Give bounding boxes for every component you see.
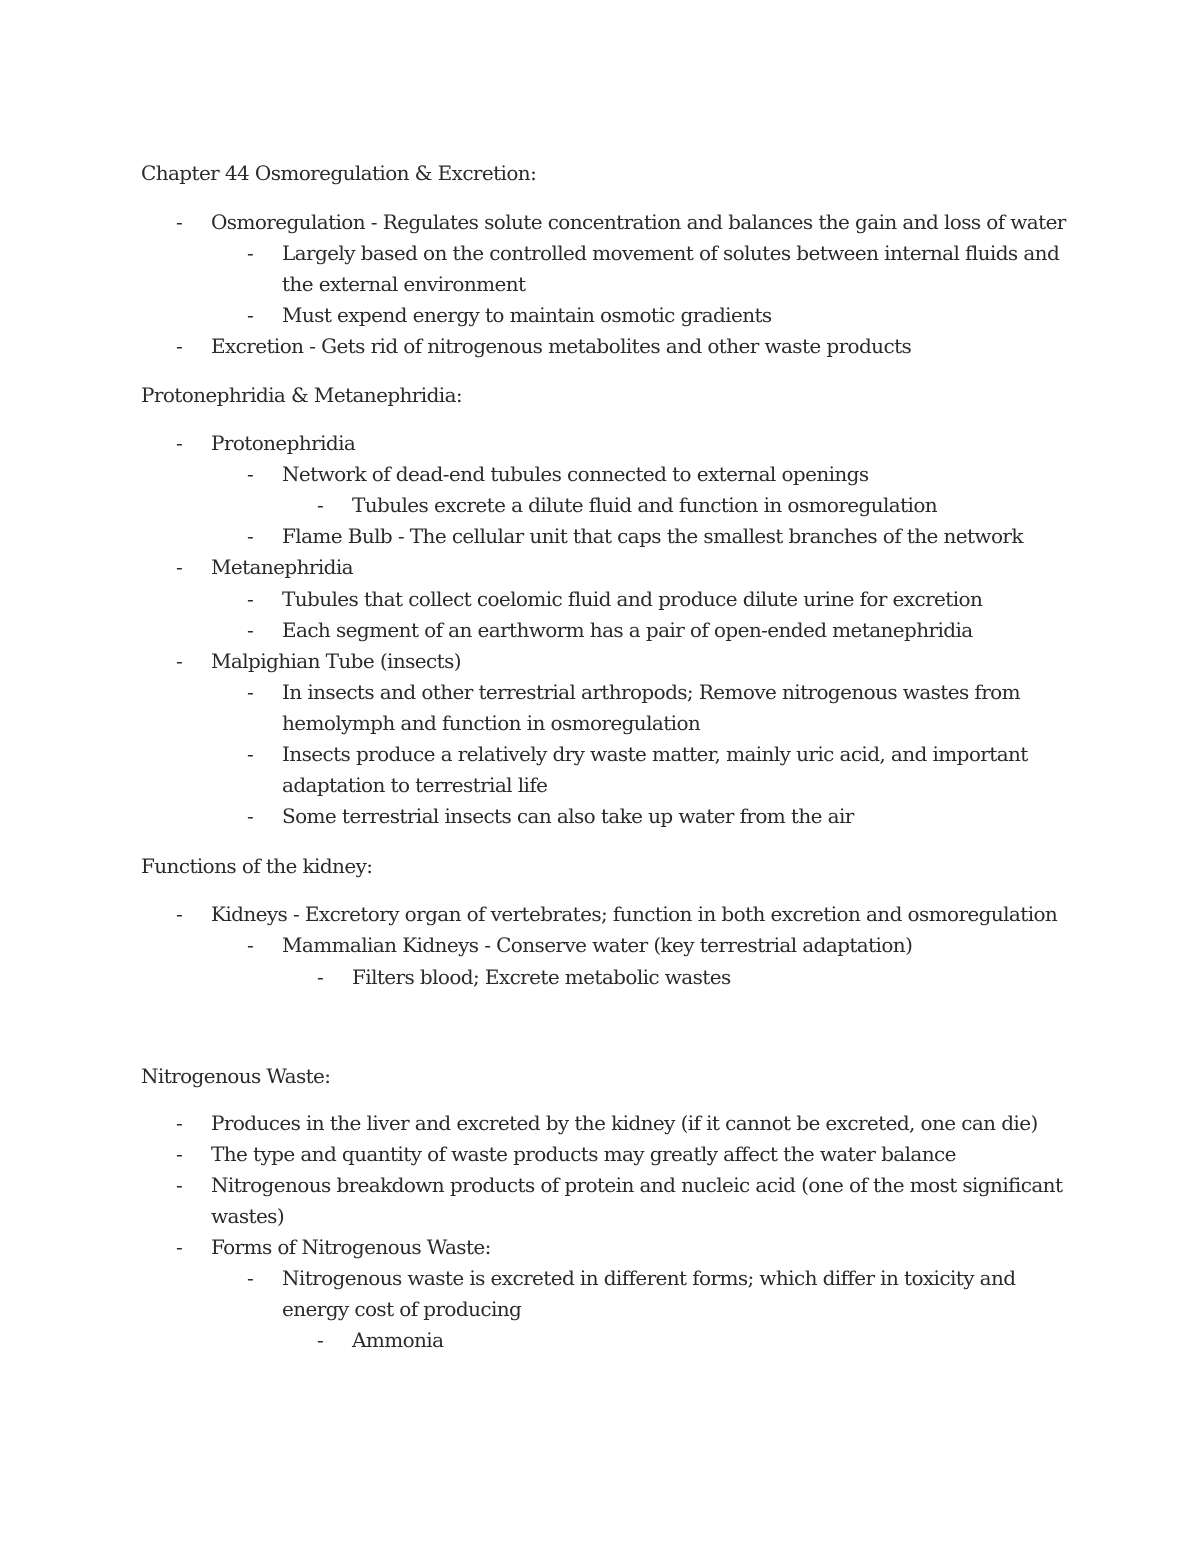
bullet-dash: - (176, 1235, 183, 1259)
bullet-dash: - (176, 334, 183, 358)
list-item-text: Flame Bulb - The cellular unit that caps the smallest branches of the network (282, 524, 1023, 548)
bullet-dash: - (247, 462, 254, 486)
section-heading: Nitrogenous Waste: (141, 1064, 331, 1088)
list-item-text: Osmoregulation - Regulates solute concentration and balances the gain and loss of water (211, 210, 1066, 234)
list-item-text: energy cost of producing (282, 1297, 522, 1321)
bullet-dash: - (247, 587, 254, 611)
bullet-dash: - (247, 241, 254, 265)
list-item-text: Mammalian Kidneys - Conserve water (key terrestrial adaptation) (282, 933, 913, 957)
bullet-dash: - (247, 1266, 254, 1290)
bullet-dash: - (317, 965, 324, 989)
list-item-text: wastes) (211, 1204, 285, 1228)
list-item-text: Network of dead-end tubules connected to external openings (282, 462, 869, 486)
list-item-text: The type and quantity of waste products may greatly affect the water balance (211, 1142, 956, 1166)
list-item-text: the external environment (282, 272, 526, 296)
list-item-text: Tubules that collect coelomic fluid and produce dilute urine for excretion (282, 587, 983, 611)
list-item-text: Each segment of an earthworm has a pair of open-ended metanephridia (282, 618, 973, 642)
bullet-dash: - (247, 303, 254, 327)
list-item-text: Produces in the liver and excreted by the kidney (if it cannot be excreted, one can die) (211, 1111, 1038, 1135)
bullet-dash: - (176, 1173, 183, 1197)
list-item-text: Some terrestrial insects can also take up water from the air (282, 804, 854, 828)
bullet-dash: - (176, 1111, 183, 1135)
bullet-dash: - (176, 431, 183, 455)
bullet-dash: - (176, 210, 183, 234)
bullet-dash: - (247, 933, 254, 957)
bullet-dash: - (176, 649, 183, 673)
list-item-text: Largely based on the controlled movement of solutes between internal fluids and (282, 241, 1060, 265)
bullet-dash: - (247, 618, 254, 642)
list-item-text: Insects produce a relatively dry waste matter, mainly uric acid, and important (282, 742, 1028, 766)
list-item-text: Tubules excrete a dilute fluid and function in osmoregulation (352, 493, 938, 517)
bullet-dash: - (317, 1328, 324, 1352)
list-item-text: Forms of Nitrogenous Waste: (211, 1235, 491, 1259)
bullet-dash: - (176, 1142, 183, 1166)
list-item-text: Protonephridia (211, 431, 356, 455)
section-heading: Protonephridia & Metanephridia: (141, 383, 463, 407)
list-item-text: Filters blood; Excrete metabolic wastes (352, 965, 731, 989)
list-item-text: adaptation to terrestrial life (282, 773, 548, 797)
section-heading: Chapter 44 Osmoregulation & Excretion: (141, 161, 537, 185)
list-item-text: Excretion - Gets rid of nitrogenous metabolites and other waste products (211, 334, 912, 358)
list-item-text: Must expend energy to maintain osmotic gradients (282, 303, 772, 327)
bullet-dash: - (247, 804, 254, 828)
bullet-dash: - (247, 524, 254, 548)
bullet-dash: - (176, 902, 183, 926)
list-item-text: Kidneys - Excretory organ of vertebrates; function in both excretion and osmoregulation (211, 902, 1058, 926)
list-item-text: In insects and other terrestrial arthropods; Remove nitrogenous wastes from (282, 680, 1020, 704)
bullet-dash: - (247, 742, 254, 766)
bullet-dash: - (176, 555, 183, 579)
list-item-text: Ammonia (352, 1328, 444, 1352)
list-item-text: Nitrogenous waste is excreted in different forms; which differ in toxicity and (282, 1266, 1016, 1290)
list-item-text: Metanephridia (211, 555, 353, 579)
section-heading: Functions of the kidney: (141, 854, 373, 878)
list-item-text: Malpighian Tube (insects) (211, 649, 461, 673)
bullet-dash: - (317, 493, 324, 517)
list-item-text: hemolymph and function in osmoregulation (282, 711, 701, 735)
list-item-text: Nitrogenous breakdown products of protein and nucleic acid (one of the most significant (211, 1173, 1063, 1197)
bullet-dash: - (247, 680, 254, 704)
